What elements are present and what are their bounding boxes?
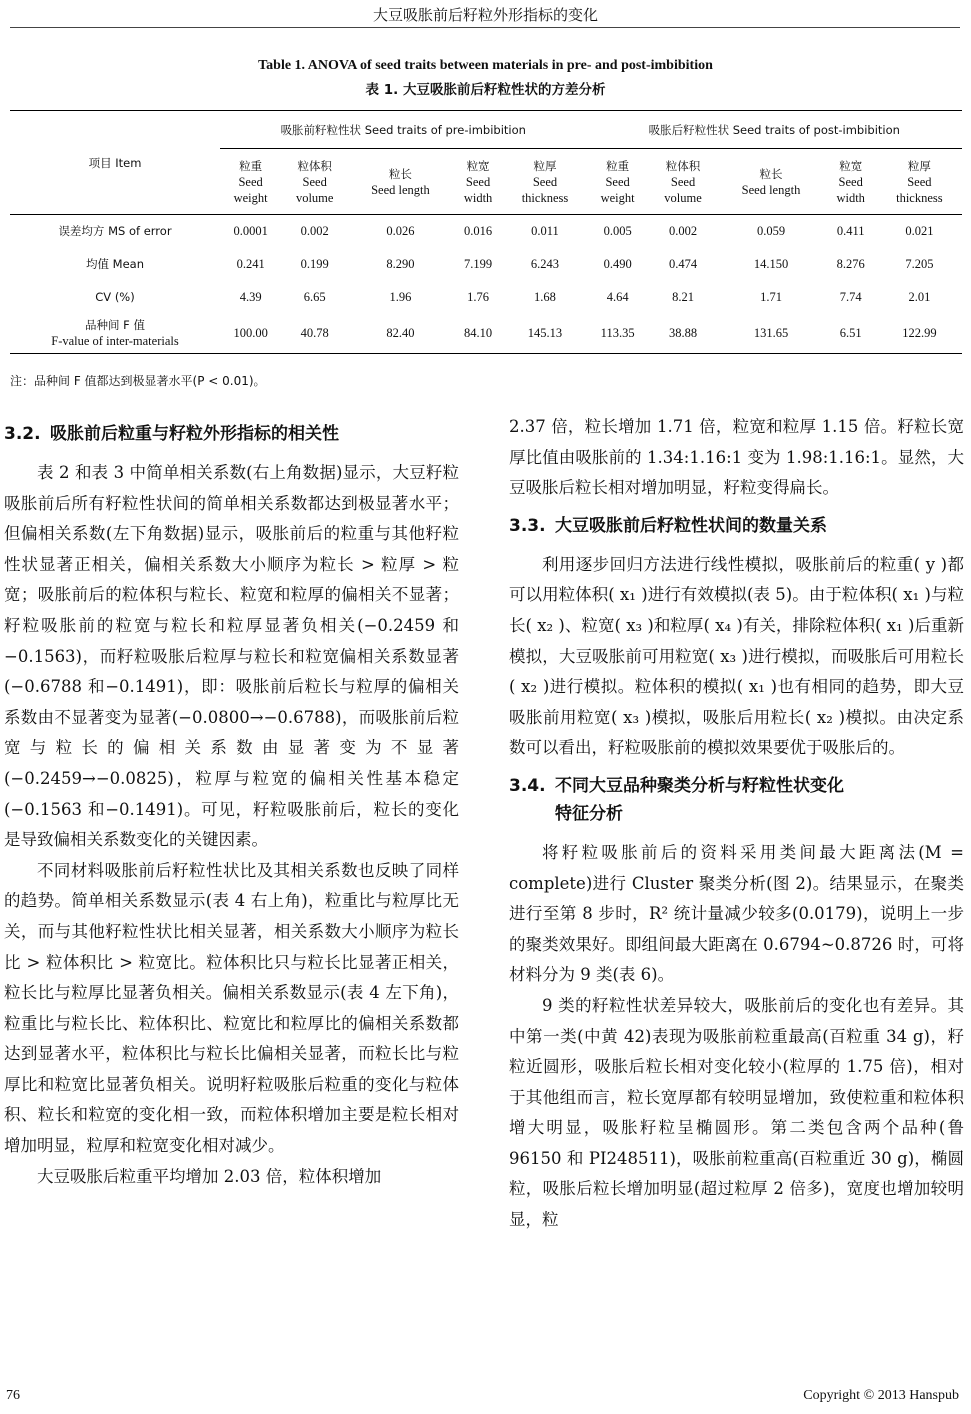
column-header-en: Seed (838, 174, 863, 189)
section-number: 3.3. (509, 515, 546, 536)
column-header (220, 149, 281, 215)
page-number: 76 (6, 1388, 20, 1403)
table-caption-en: Table 1. ANOVA of seed traits between materials in pre- and post-imbibition (258, 58, 713, 73)
column-header-en: Seed (670, 174, 696, 189)
table-cell: 0.002 (300, 224, 329, 239)
table-cell: 1.68 (534, 290, 556, 304)
column-header (825, 149, 877, 215)
column-header-cn: 粒厚 (533, 158, 557, 173)
column-header (877, 149, 962, 215)
table-cell: 0.002 (668, 224, 698, 239)
row-label (10, 215, 220, 248)
row-label (10, 281, 220, 314)
column-header-en: Seed (907, 174, 932, 189)
column-header-en: Seed (605, 174, 630, 189)
section-heading (509, 512, 964, 540)
section-number: 3.4. (509, 775, 546, 796)
column-header-en2: thickness (896, 190, 943, 205)
column-header-en: Seed (465, 174, 491, 189)
table-cell: 38.88 (668, 326, 698, 341)
table-cell: 1.76 (467, 290, 489, 304)
table-cell: 0.241 (236, 257, 265, 271)
column-header (348, 149, 453, 215)
header-rule (10, 27, 960, 28)
row-label-main: 误差均方 MS of error (58, 224, 172, 239)
table-cell: 7.205 (905, 257, 934, 271)
body-paragraph: 将籽粒吸胀前后的资料采用类间最大距离法(M = complete)进行 Cluster 聚类分析(图 2)。结果显示，在聚类进行至第 8 步时，R² 统计量减少较多(0.0179)，说明上一步的聚类效果好。即组间最大距离在 0.6794~0.8726 时，可将材料分为 9 类(表 6)。 (509, 842, 964, 985)
item-header: 项目 Item (10, 111, 220, 215)
pre-group-header: 吸胀前籽粒性状 Seed traits of pre-imbibition (220, 111, 587, 149)
body-paragraph: 大豆吸胀后粒重平均增加 2.03 倍，粒体积增加 (37, 1166, 382, 1186)
table-cell: 6.243 (530, 257, 560, 271)
section-title: 吸胀前后粒重与籽粒外形指标的相关性 (50, 424, 339, 444)
table-cell: 7.74 (839, 290, 862, 304)
table-row (10, 215, 962, 248)
body-paragraph: 2.37 倍，粒长增加 1.71 倍，粒宽和粒厚 1.15 倍。籽粒长宽厚比值由吸胀前的 1.34:1.16:1 变为 1.98:1.16:1。显然，大豆吸胀后粒长相对增加明显，籽粒变得扁长。 (509, 417, 964, 498)
table-row (10, 314, 962, 354)
table-cell: 0.011 (531, 224, 559, 239)
table-cell: 0.411 (836, 224, 865, 239)
table-cell: 1.96 (389, 290, 412, 304)
table-cell: 0.199 (300, 257, 329, 271)
copyright: Copyright © 2013 Hanspub (803, 1388, 959, 1403)
column-header-en: Seed (302, 174, 327, 189)
table-row (10, 248, 962, 281)
table-cell: 8.290 (386, 257, 415, 271)
table-cell: 2.01 (908, 290, 931, 304)
column-header (649, 149, 718, 215)
right-column (509, 412, 964, 1236)
table-cell: 82.40 (386, 326, 415, 341)
post-group-header: 吸胀后籽粒性状 Seed traits of post-imbibition (587, 111, 963, 149)
column-header-en2: weight (600, 190, 635, 205)
column-header (281, 149, 348, 215)
left-column (4, 412, 459, 1192)
table-cell: 7.199 (464, 257, 493, 271)
table-cell: 40.78 (300, 326, 329, 341)
table-cell: 8.21 (672, 290, 694, 304)
row-label (10, 314, 220, 354)
body-paragraph: 利用逐步回归方法进行线性模拟，吸胀前后的粒重( y )都可以用粒体积( x₁ )进行有效模拟(表 5)。由于粒体积( x₁ )与粒长( x₂ )、粒宽( x₃ )和粒厚( x₄ )有关，排除粒体积( x₁ )后重新模拟，大豆吸胀前可用粒宽( x₃ )进行模拟，而吸胀后可用粒长( x₂ )进行模拟。粒体积的模拟( x₁ )也有相同的趋势，即大豆吸胀前用粒宽( x₃ )模拟，吸胀后用粒长( x₂ )模拟。由决定系数可以看出，籽粒吸胀前的模拟效果要优于吸胀后的。 (509, 554, 964, 758)
table-cell: 0.474 (668, 257, 698, 271)
table-cell: 1.71 (760, 290, 782, 304)
table-cell: 84.10 (464, 326, 493, 341)
table-cell: 0.026 (386, 224, 415, 239)
section-heading (509, 772, 964, 828)
column-header-cn: 粒厚 (907, 158, 931, 173)
table-cell: 0.016 (464, 224, 493, 239)
column-header-en2: volume (295, 190, 334, 205)
table-cell: 0.005 (603, 224, 632, 239)
body-paragraph: 9 类的籽粒性状差异较大，吸胀前后的变化也有差异。其中第一类(中黄 42)表现为吸胀前粒重最高(百粒重 34 g)，籽粒近圆形，吸胀后粒长相对变化较小(粒厚的 1.75 倍)，相对于其他组而言，粒长宽厚都有较明显增加，致使粒重和粒体积增大明显，吸胀籽粒呈椭圆形。第二类包含两个品种(鲁 96150 和 PI248511)，吸胀前粒重高(百粒重近 30 g)，椭圆粒，吸胀后粒长增加明显(超过粒厚 2 倍多)，宽度也增加较明显，粒 (509, 995, 964, 1230)
column-header-cn: 粒重 (239, 158, 263, 173)
column-header-cn: 粒重 (606, 158, 630, 173)
table-cell: 0.059 (756, 224, 786, 239)
table-cell: 113.35 (600, 326, 635, 341)
table-cell: 14.150 (753, 257, 789, 271)
table-cell: 0.490 (603, 257, 632, 271)
row-label-main: 品种间 F 值 (85, 318, 145, 333)
column-header (717, 149, 824, 215)
table-cell: 8.276 (836, 257, 865, 271)
table-caption-cn: 表 1. 大豆吸胀前后籽粒性状的方差分析 (365, 82, 606, 98)
column-header-en2: volume (664, 190, 702, 205)
column-header-cn: 粒体积 (665, 158, 701, 173)
table-cell: 131.65 (753, 326, 789, 341)
column-header-en: Seed (238, 174, 263, 189)
column-header-en: Seed (532, 174, 558, 189)
row-label (10, 248, 220, 281)
column-header-en2: weight (233, 190, 268, 205)
table-row (10, 281, 962, 314)
column-header-cn: 粒长 (388, 166, 412, 181)
body-paragraph: 不同材料吸胀前后籽粒性状比及其相关系数也反映了同样的趋势。简单相关系数显示(表 4 右上角)，粒重比与粒厚比无关，而与其他籽粒性状比相关显著，相关系数大小顺序为粒长比 > 粒体积比 > 粒宽比。粒体积比只与粒长比显著正相关，粒长比与粒厚比显著负相关。偏相关系数显示(表 4 左下角)，粒重比与粒长比、粒体积比、粒宽比和粒厚比的偏相关系数都达到显著水平，粒体积比与粒长比偏相关显著，而粒长比与粒厚比和粒宽比显著负相关。说明籽粒吸胀后粒重的变化与粒体积、粒长和粒宽的变化相一致，而粒体积增加主要是粒长相对增加明显，粒厚和粒宽变化相对减少。 (4, 860, 459, 1156)
column-header-cn: 粒宽 (839, 158, 863, 173)
column-header-en2: thickness (521, 190, 569, 205)
body-paragraph: 表 2 和表 3 中简单相关系数(右上角数据)显示，大豆籽粒吸胀前后所有籽粒性状间的简单相关系数都达到极显著水平；但偏相关系数(左下角数据)显示，吸胀前后的粒重与其他籽粒性状显著正相关，偏相关系数大小顺序为粒长 > 粒厚 > 粒宽；吸胀前后的粒体积与粒长、粒宽和粒厚的偏相关不显著；籽粒吸胀前的粒宽与粒长和粒厚显著负相关(−0.2459 和 −0.1563)，而籽粒吸胀后粒厚与粒长和粒宽偏相关系数显著(−0.6788 和−0.1491)，即：吸胀前后粒长与粒厚的偏相关系数由不显著变为显著(−0.0800→−0.6788)，而吸胀前后粒宽与粒长的偏相关系数由显著变为不显著(−0.2459→−0.0825)，粒厚与粒宽的偏相关性基本稳定(−0.1563 和−0.1491)。可见，籽粒吸胀前后，粒长的变化是导致偏相关系数变化的关键因素。 (4, 463, 459, 850)
column-header-en: Seed length (741, 182, 801, 197)
table-cell: 122.99 (902, 326, 937, 341)
column-header (503, 149, 586, 215)
section-title: 不同大豆品种聚类分析与籽粒性状变化 (555, 775, 844, 796)
table-cell: 4.64 (606, 290, 629, 304)
column-header-en2: width (463, 190, 493, 205)
table-cell: 4.39 (239, 290, 262, 304)
anova-table (10, 110, 962, 354)
row-label-main: CV (%) (95, 290, 135, 304)
column-header-cn: 粒体积 (297, 158, 332, 173)
table-cell: 145.13 (527, 326, 563, 341)
section-number: 3.2. (4, 424, 41, 444)
table-cell: 0.021 (905, 224, 934, 239)
column-header (453, 149, 504, 215)
section-heading (4, 420, 459, 448)
column-header-cn: 粒宽 (466, 158, 490, 173)
row-label-en: F-value of inter-materials (51, 334, 179, 349)
table-cell: 100.00 (233, 326, 268, 341)
row-label-main: 均值 Mean (86, 257, 144, 271)
column-header-en2: width (836, 190, 865, 205)
running-head: 大豆吸胀前后籽粒外形指标的变化 (372, 6, 598, 24)
table-note: 注：品种间 F 值都达到极显著水平(P < 0.01)。 (10, 374, 266, 388)
table-cell: 6.65 (303, 290, 326, 304)
column-header-cn: 粒长 (759, 166, 783, 181)
table-cell: 0.0001 (233, 224, 268, 239)
table-cell: 6.51 (839, 326, 862, 341)
column-header (587, 149, 649, 215)
section-title-cont: 特征分析 (555, 803, 623, 824)
section-title: 大豆吸胀前后籽粒性状间的数量关系 (555, 515, 827, 536)
column-header-en: Seed length (371, 182, 430, 197)
